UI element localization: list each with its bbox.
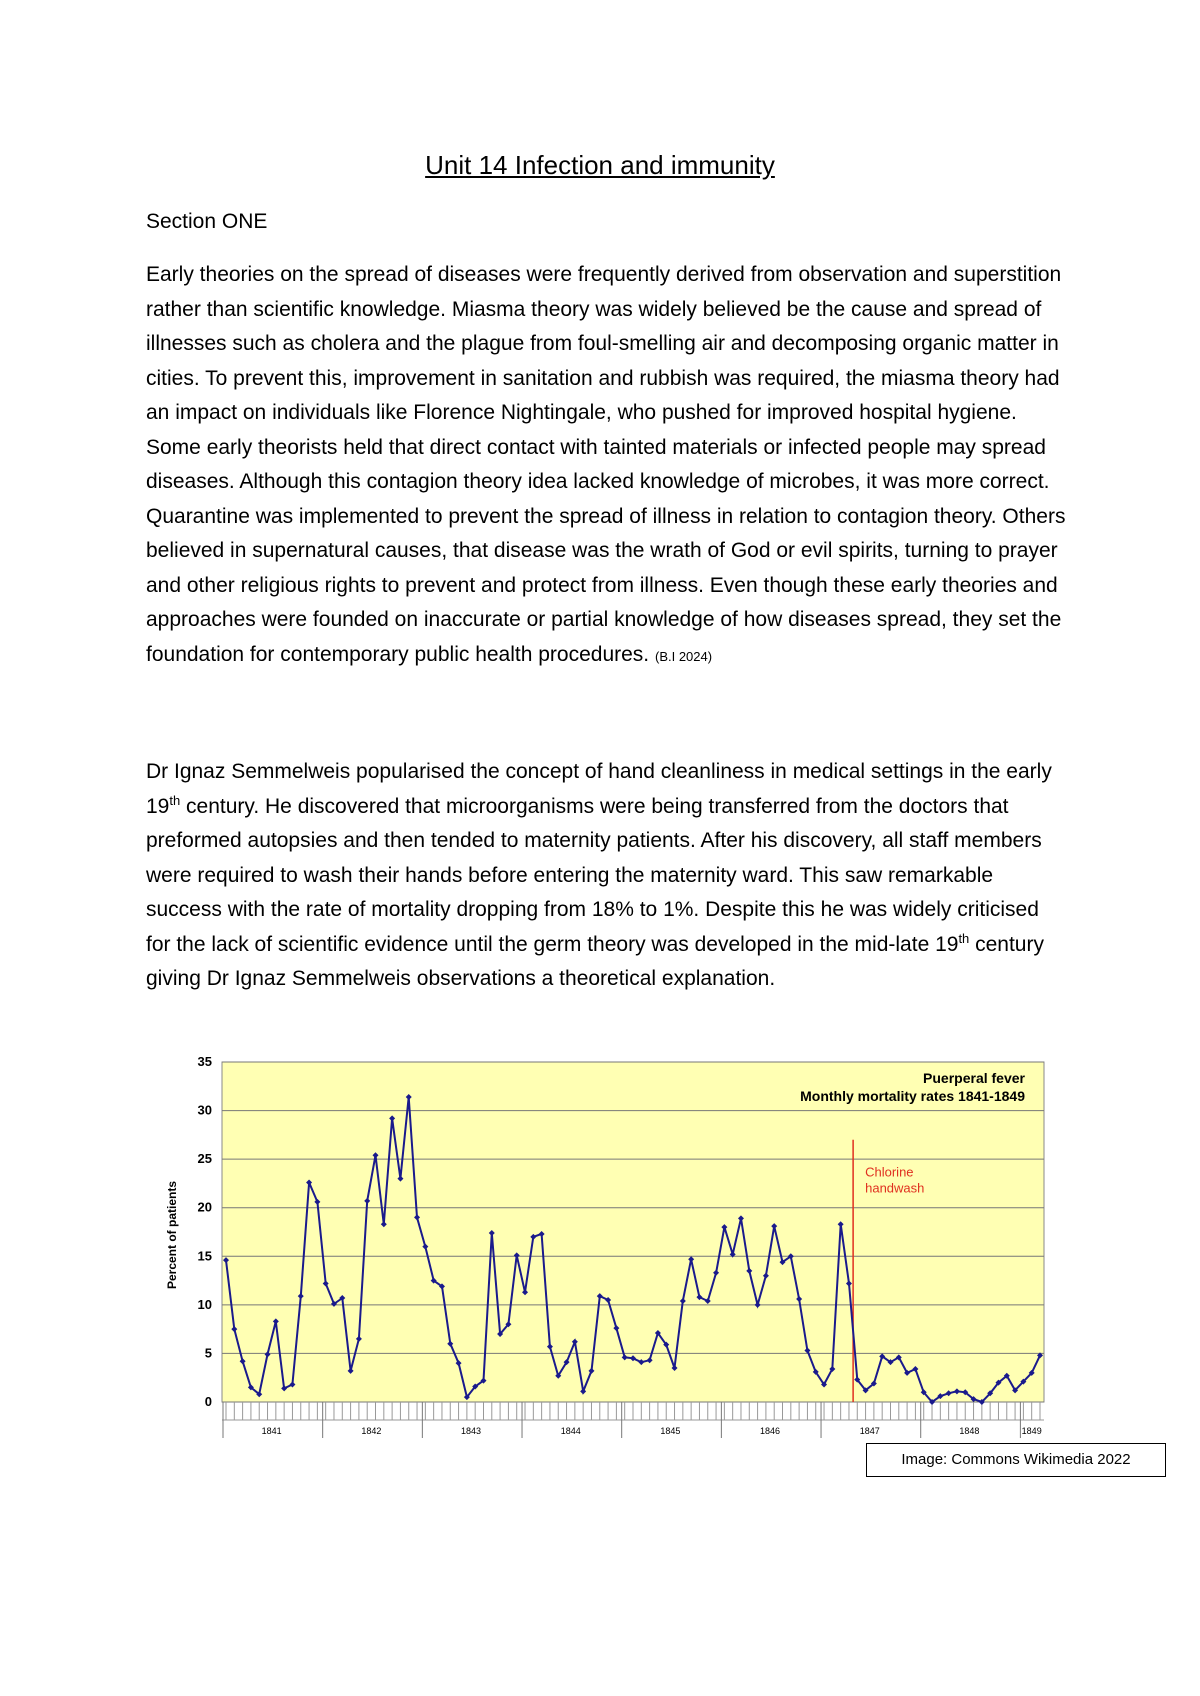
image-credit: Image: Commons Wikimedia 2022: [866, 1443, 1166, 1477]
paragraph-semmelweis-text-3: century giving Dr Ignaz Semmelweis observations a theoretical explanation.: [146, 932, 1044, 990]
x-year-label: 1846: [760, 1426, 781, 1436]
section-heading: Section ONE: [146, 210, 268, 233]
x-year-label: 1843: [461, 1426, 482, 1436]
y-tick-label: 10: [197, 1296, 212, 1312]
y-tick-label: 25: [197, 1151, 212, 1167]
x-year-label: 1848: [959, 1426, 980, 1436]
y-tick-label: 5: [204, 1345, 212, 1361]
y-tick-label: 30: [197, 1102, 212, 1118]
annotation-chlorine: Chlorine: [865, 1164, 914, 1180]
x-year-label: 1845: [660, 1426, 681, 1436]
x-year-label: 1841: [261, 1426, 282, 1436]
chart-subtitle: Monthly mortality rates 1841-1849: [800, 1088, 1025, 1104]
chart-title: Puerperal fever: [923, 1070, 1025, 1086]
y-tick-label: 20: [197, 1199, 212, 1215]
mortality-chart: [160, 1050, 1060, 1450]
plot-area: [222, 1062, 1044, 1402]
x-year-label: 1847: [859, 1426, 880, 1436]
y-axis-label: Percent of patients: [165, 1180, 179, 1290]
paragraph-theories-text: Early theories on the spread of diseases were frequently derived from observation and superstition rather than scientific knowledge. Miasma theory was widely believed be the cause and spread of illnesses such as cholera and the plague from foul-smelling air and decomposing organic matter in cities. To prevent this, improvement in sanitation and rubbish was required, the miasma theory had an impact on individuals like Florence Nightingale, who pushed for improved hospital hygiene. Some early theorists held that direct contact with tainted materials or infected people may spread diseases. Although this contagion theory idea lacked knowledge of microbes, it was more correct. Quarantine was implemented to prevent the spread of illness in relation to contagion theory. Others believed in supernatural causes, that disease was the wrath of God or evil spirits, turning to prayer and other religious rights to prevent and protect from illness. Even though these early theories and approaches were founded on inaccurate or partial knowledge of how diseases spread, they set the foundation for contemporary public health procedures.: [146, 263, 1066, 666]
x-year-label: 1844: [560, 1426, 581, 1436]
annotation-handwash: handwash: [865, 1180, 925, 1196]
paragraph-semmelweis-text-1: Dr Ignaz Semmelweis popularised the concept of hand cleanliness in medical settings in the early 19: [146, 760, 1052, 818]
superscript-th-2: th: [958, 930, 970, 946]
x-year-label: 1842: [361, 1426, 382, 1436]
y-tick-label: 15: [197, 1248, 212, 1264]
paragraph-theories: [146, 258, 1066, 674]
citation: (B.I 2024): [654, 648, 713, 664]
superscript-th-1: th: [169, 792, 181, 808]
paragraph-semmelweis-text-2: century. He discovered that microorganisms were being transferred from the doctors that preformed autopsies and then tended to maternity patients. After his discovery, all staff members were required to wash their hands before entering the maternity ward. This saw remarkable success with the rate of mortality dropping from 18% to 1%. Despite this he was widely criticised for the lack of scientific evidence until the germ theory was developed in the mid-late 19: [146, 794, 1042, 956]
x-year-label: 1849: [1021, 1426, 1042, 1436]
y-tick-label: 35: [197, 1054, 212, 1069]
page-title: Unit 14 Infection and immunity: [425, 150, 775, 180]
paragraph-semmelweis: [146, 755, 1066, 997]
y-tick-label: 0: [204, 1394, 212, 1409]
